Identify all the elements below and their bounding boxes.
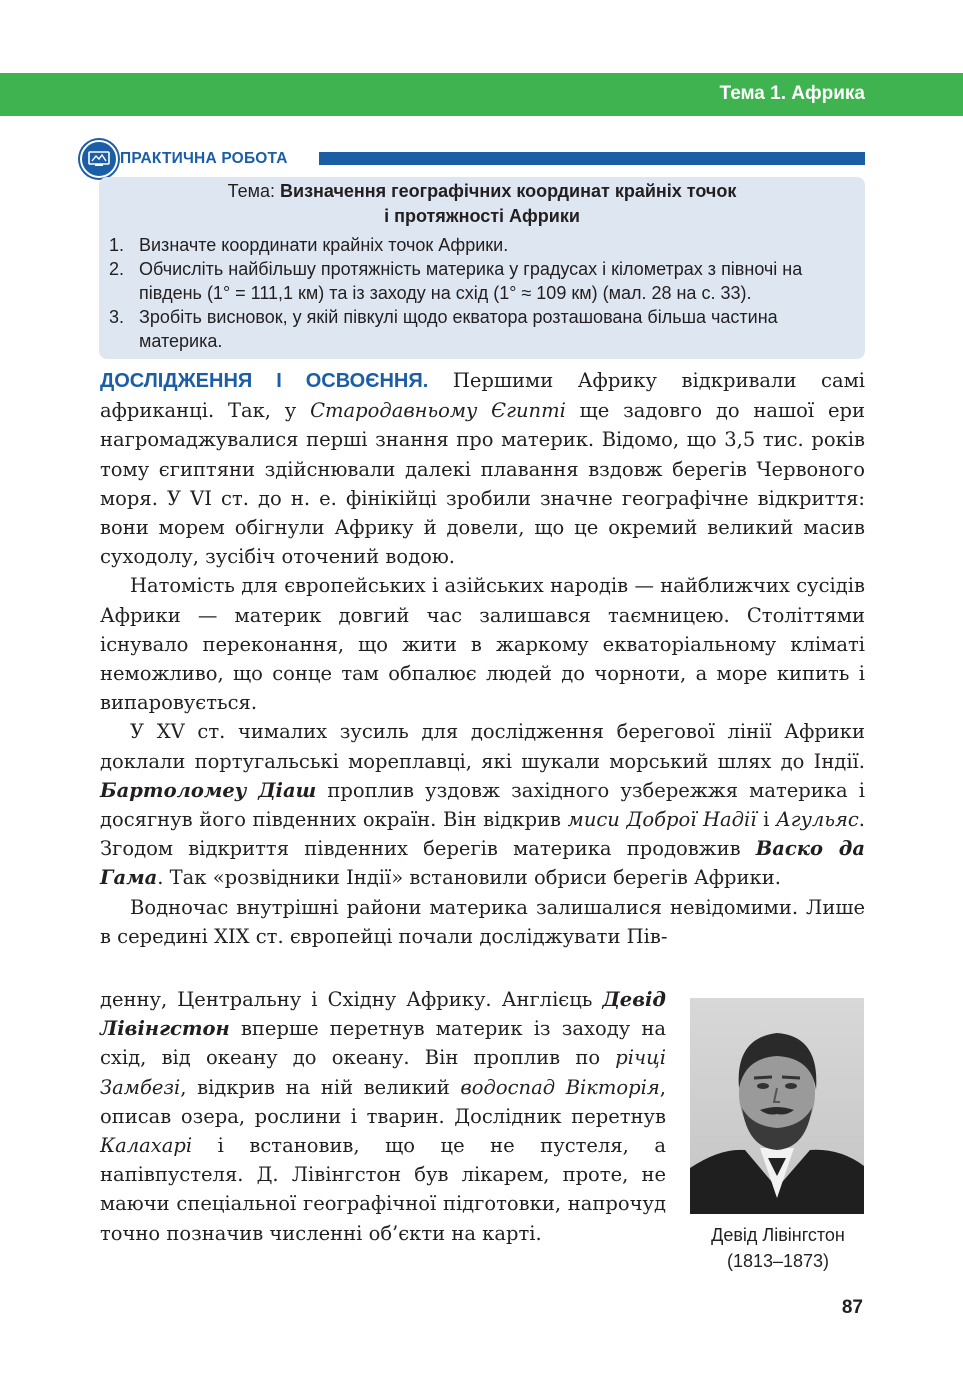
practical-work-header [80, 140, 865, 176]
practical-work-box [99, 177, 865, 359]
term-zambezi: річці Замбезі [100, 1046, 666, 1099]
name-livingstone: Девід Лівінгстон [100, 988, 666, 1041]
practical-work-label: ПРАКТИЧНА РОБОТА [120, 150, 288, 167]
term-ancient-egypt: Стародавньому Єгипті [310, 399, 566, 423]
header-rule [319, 152, 865, 165]
name-dias: Бартоломеу Діаш [100, 778, 317, 802]
term-victoria-falls: водоспад Вікторія [460, 1075, 660, 1099]
term-good-hope: миси Доброї Надії [567, 808, 757, 832]
portrait-caption [680, 1222, 876, 1274]
paragraph-1: ДОСЛІДЖЕННЯ І ОСВОЄННЯ. Першими Африку відкривали самі африканці. Так, у Стародавньому Єгипті ще задовго до нашої ери нагромаджувалися перші знання про материк. Відомо, що 3,5 тис. років тому єгиптяни здійснювали далекі плавання вздовж берегів Червоного моря. У VI ст. до н. е. фінікійці зробили значне географічне відкриття: вони морем обігнули Африку й довели, що це окремий великий масив суходолу, зусібіч оточений водою. [100, 369, 865, 569]
practical-work-icon [80, 140, 118, 178]
paragraph-3: У XV ст. чималих зусиль для дослідження берегової лінії Африки доклали португальські мореплавці, які шукали морський шлях до Індії. Бартоломеу Діаш проплив уздовж західного узбережжя материка і досягнув його південних окраїн. Він відкрив миси Доброї Надії і Агульяс. Згодом відкриття південних берегів материка продовжив Васко да Гама. Так «розвідники Індії» встановили обриси берегів Африки. [100, 720, 865, 890]
term-kalahari: Калахарі [100, 1134, 193, 1158]
task-list [109, 233, 855, 353]
theme-prefix: Тема: [227, 181, 281, 201]
page-number: 87 [841, 1297, 863, 1318]
chapter-topic: Тема 1. Африка [719, 83, 865, 104]
list-item: 2. Обчисліть найбільшу протяжність материка у градусах і кілометрах з півночі на південь (1° = 111,1 км) та із заходу на схід (1° ≈ 109 км) (мал. 28 на с. 33). [109, 259, 803, 303]
caption-name: Девід Лівінгстон [711, 1225, 845, 1245]
caption-years: (1813–1873) [726, 1251, 830, 1271]
livingstone-portrait [690, 998, 864, 1214]
paragraph-2: Натомість для європейських і азійських народів — найближчих сусідів Африки — материк довгий час залишався таємницею. Століттями існувало переконання, що жити в жаркому екваторіальному кліматі неможливо, що сонце там обпалює людей до чорноти, а море кипить і випаровується. [100, 574, 865, 715]
list-item: 1. Визначте координати крайніх точок Африки. [109, 235, 509, 255]
paragraph-4-continued: денну, Центральну і Східну Африку. Англієць Девід Лівінгстон вперше перетнув материк із заходу на схід, від океану до океану. Він проплив по річці Замбезі, відкрив на ній великий водоспад Вікторія, описав озера, рослини і тварин. Дослідник перетнув Калахарі і встановив, що це не пустеля, а напівпустеля. Д. Лівінгстон був лікарем, проте, не маючи спеціальної географічної підготовки, напрочуд точно позначив численні об’єкти на карті. [100, 988, 666, 1245]
name-da-gama: Васко да Гама [100, 837, 865, 890]
paragraph-4: Водночас внутрішні райони материка залишалися невідомими. Лише в середині XIX ст. європейці почали досліджувати Пів- [100, 895, 865, 948]
list-item: 3. Зробіть висновок, у якій півкулі щодо екватора розташована більша частина материка. [109, 307, 778, 351]
theme-title-line2: і протяжності Африки [384, 206, 580, 226]
section-heading: ДОСЛІДЖЕННЯ І ОСВОЄННЯ. [100, 370, 429, 392]
main-text [100, 366, 865, 951]
top-header-bar [0, 73, 963, 116]
term-agulhas: Агульяс [775, 808, 859, 832]
practical-theme [99, 179, 865, 229]
theme-title-line1: Визначення географічних координат крайніх точок [280, 181, 737, 201]
